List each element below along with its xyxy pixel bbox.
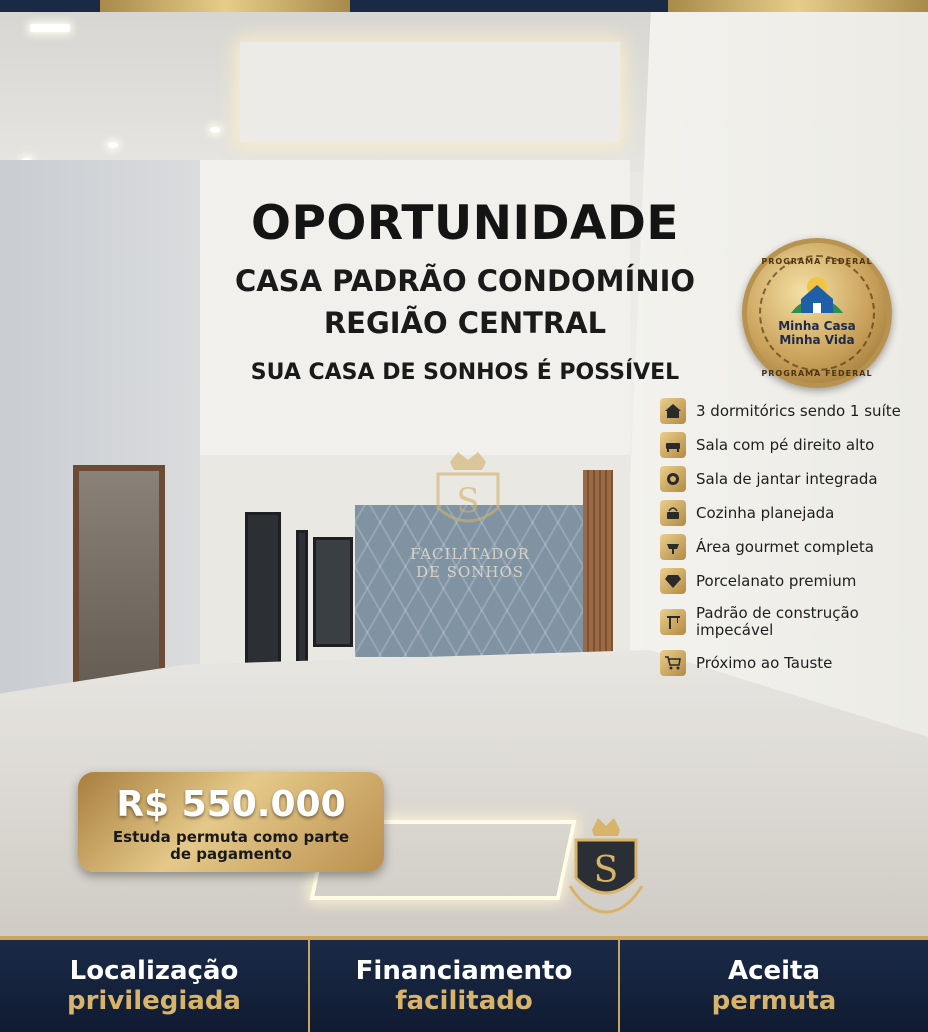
glass-door: [296, 530, 308, 680]
feature-text: Padrão de construção impecável: [696, 604, 859, 639]
feature-text: 3 dormitórics sendo 1 suíte: [696, 401, 901, 420]
feature-text: Sala de jantar integrada: [696, 469, 878, 488]
ceiling-light: [210, 127, 220, 133]
feature-text: Área gourmet completa: [696, 537, 874, 556]
feature-item: [660, 598, 928, 646]
feature-text: Cozinha planejada: [696, 503, 835, 522]
ceiling-lighting-panel: [240, 42, 620, 142]
feature-text: Sala com pé direito alto: [696, 435, 875, 454]
seal-arc-top: PROGRAMA FEDERAL: [761, 257, 873, 266]
glass-door: [245, 512, 281, 684]
highlight-financing: Financiamento facilitado: [310, 940, 620, 1032]
house-icon: [791, 273, 843, 317]
house-icon: [660, 398, 686, 424]
feature-item: [660, 564, 928, 598]
price-amount: R$ 550.000: [116, 784, 346, 825]
bottom-highlights-bar: [0, 936, 928, 1032]
crest-logo-icon: [566, 816, 646, 916]
watermark-crest-icon: [398, 450, 538, 545]
dinner-plate-icon: [660, 466, 686, 492]
price-note: Estuda permuta como parte de pagamento: [112, 828, 350, 863]
feature-item: [660, 394, 928, 428]
price-badge: [78, 772, 384, 872]
headline-line-1: CASA PADRÃO CONDOMÍNIO: [234, 264, 696, 298]
diamond-icon: [660, 568, 686, 594]
watermark-text: FACILITADOR DE SONHOS: [410, 545, 530, 581]
headline-title: OPORTUNIDADE: [251, 196, 679, 251]
feature-list: [660, 394, 928, 680]
grill-icon: [660, 534, 686, 560]
kitchen-icon: [660, 500, 686, 526]
feature-item: [660, 496, 928, 530]
cart-icon: [660, 650, 686, 676]
feature-text: Próximo ao Tauste: [696, 653, 833, 672]
ceiling-light: [30, 24, 70, 32]
highlight-location: Localização privilegiada: [0, 940, 310, 1032]
crane-icon: [660, 609, 686, 635]
feature-item: [660, 530, 928, 564]
seal-arc-bottom: PROGRAMA FEDERAL: [761, 369, 873, 378]
top-decorative-band: [0, 0, 928, 12]
feature-item: [660, 646, 928, 680]
feature-item: [660, 462, 928, 496]
glass-door: [313, 537, 353, 647]
svg-text:S: S: [593, 850, 619, 891]
sofa-icon: [660, 432, 686, 458]
feature-text: Porcelanato premium: [696, 571, 857, 590]
highlight-exchange: Aceita permuta: [620, 940, 928, 1032]
svg-text:S: S: [456, 481, 480, 521]
headline-tagline: SUA CASA DE SONHOS É POSSÍVEL: [250, 360, 680, 385]
seal-title: Minha Casa Minha Vida: [778, 319, 856, 347]
headline-line-2: REGIÃO CENTRAL: [323, 306, 607, 340]
minha-casa-minha-vida-seal: [742, 238, 892, 388]
ceiling-light: [108, 142, 118, 148]
feature-item: [660, 428, 928, 462]
